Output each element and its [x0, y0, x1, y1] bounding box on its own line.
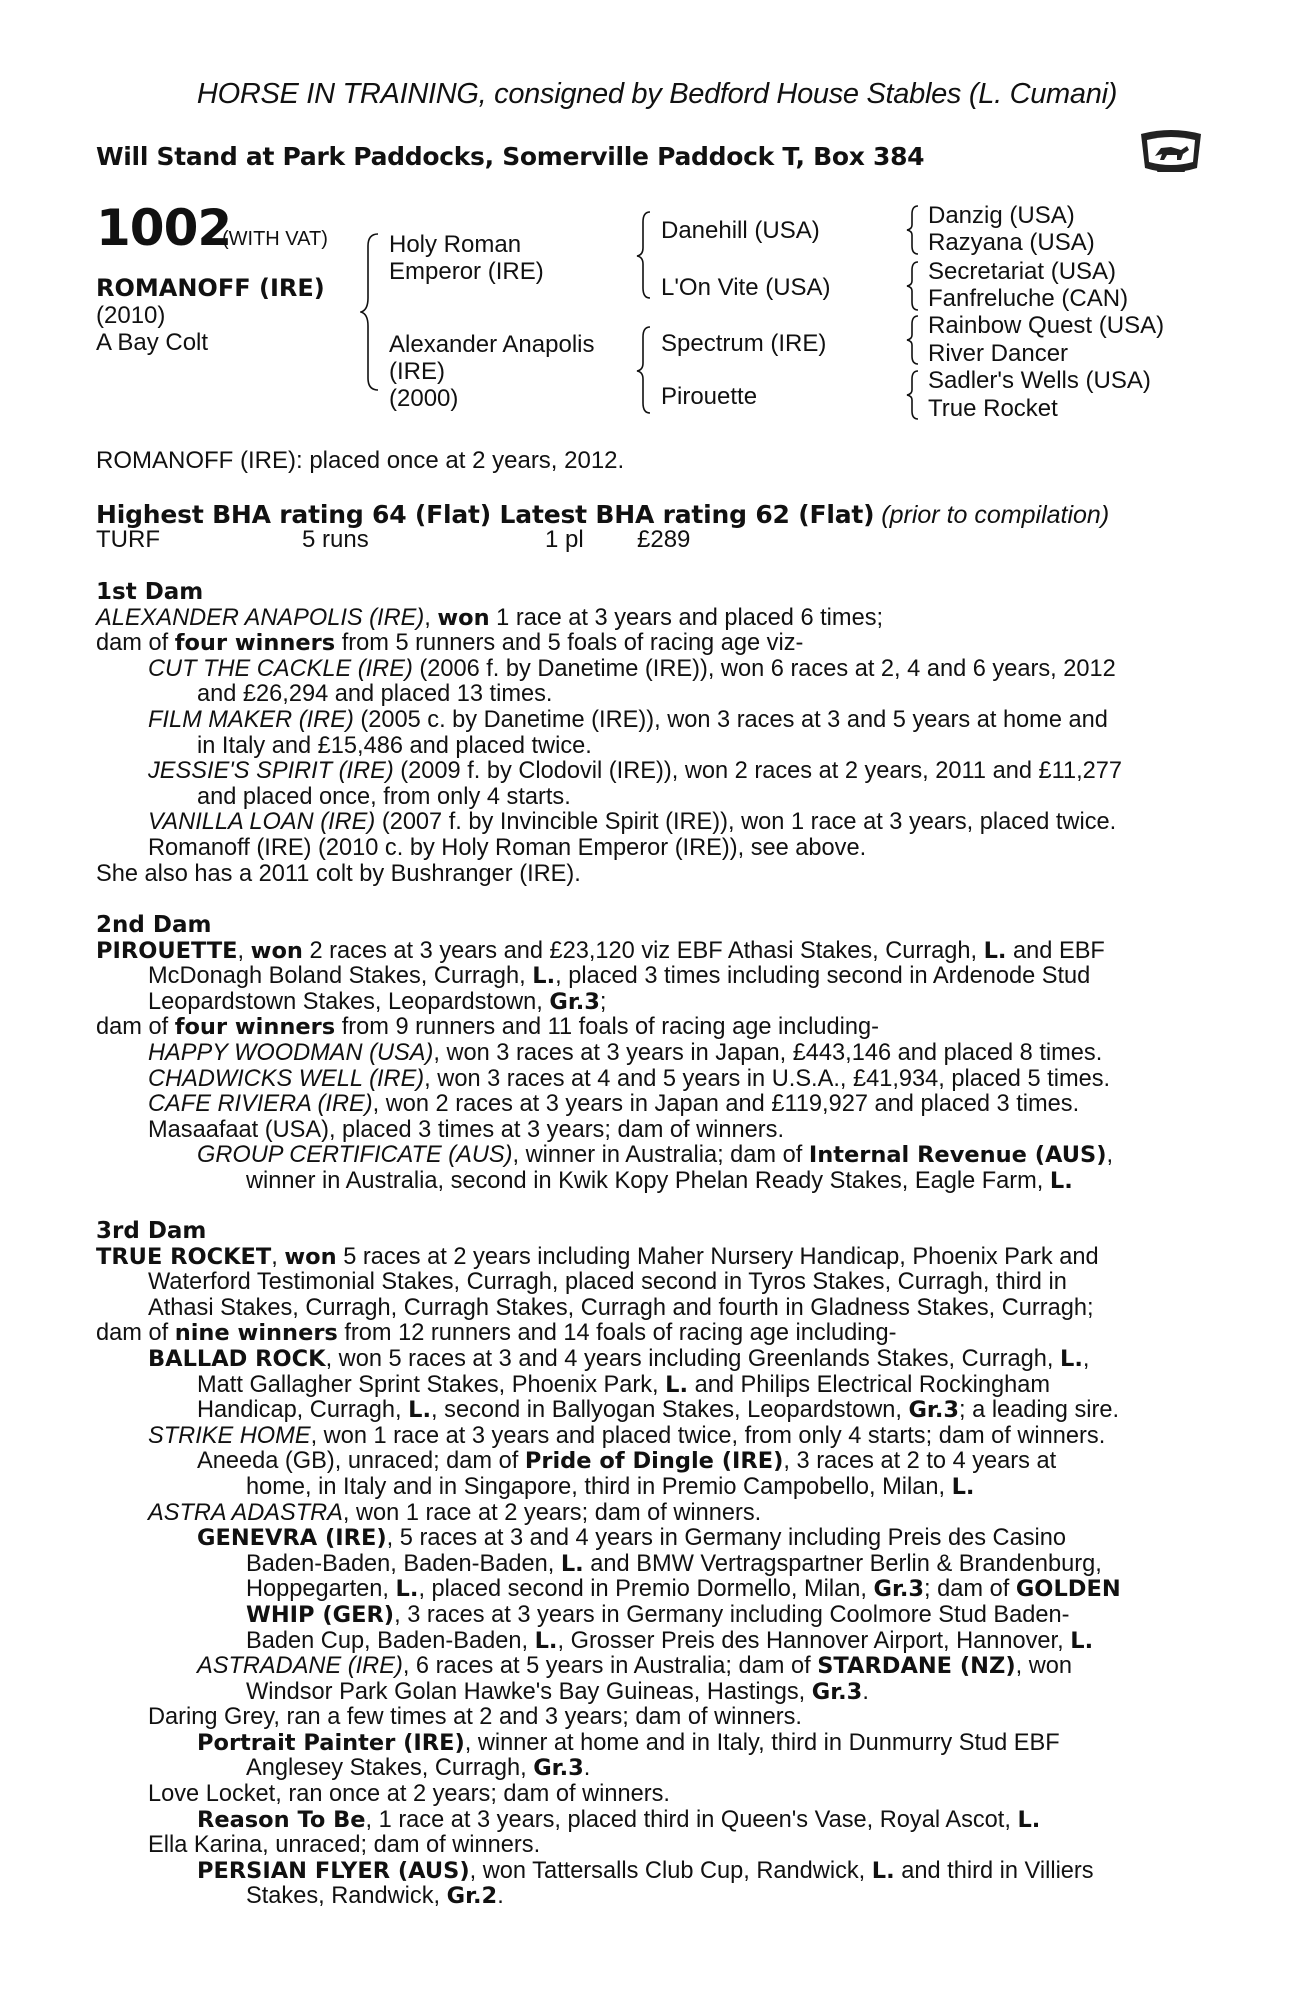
text-run: Gr.3 — [811, 1678, 863, 1705]
text-run: from 5 runners and 5 foals of racing age viz- — [335, 630, 804, 657]
g4-rainbow-quest: Rainbow Quest (USA) — [928, 312, 1165, 339]
g4-fanfreluche: Fanfreluche (CAN) — [928, 285, 1129, 312]
text-line — [96, 1577, 1206, 1603]
text-run: . — [497, 1883, 504, 1910]
text-run: ; dam of — [924, 1576, 1016, 1603]
text-run: and BMW Vertragspartner Berlin & Brandenburg, — [583, 1550, 1102, 1577]
text-run: GENEVRA (IRE) — [197, 1525, 387, 1552]
section-heading: 2nd Dam — [96, 912, 212, 938]
text-line — [96, 1092, 1206, 1118]
text-run: TRUE ROCKET — [96, 1243, 272, 1270]
g4-razyana: Razyana (USA) — [928, 229, 1095, 256]
text-run: L. — [665, 1371, 689, 1398]
text-run: Gr.2 — [446, 1883, 498, 1910]
text-line — [96, 1424, 1206, 1450]
text-line — [96, 1680, 1206, 1706]
text-line — [96, 759, 1206, 785]
text-run: , — [237, 937, 251, 964]
text-run: (2005 c. by Danetime (IRE)), won 3 races at 3 and 5 years at home and — [353, 706, 1108, 733]
text-run: , — [1106, 1142, 1114, 1169]
text-run: Masaafaat (USA), placed 3 times at 3 years; dam of winners. — [148, 1116, 784, 1143]
text-line — [96, 1321, 1206, 1347]
text-line — [96, 1731, 1206, 1757]
text-run: , — [424, 604, 438, 631]
text-line — [96, 1782, 1206, 1808]
text-line — [96, 657, 1206, 683]
text-run: GROUP CERTIFICATE (AUS) — [197, 1142, 513, 1169]
text-run: HAPPY WOODMAN (USA) — [148, 1039, 434, 1066]
text-run: , winner at home and in Italy, third in Dunmurry Stud EBF — [464, 1729, 1060, 1756]
text-run: , 6 races at 5 years in Australia; dam of — [402, 1653, 818, 1680]
sire-dam: L'On Vite (USA) — [661, 274, 831, 301]
text-run: four winners — [174, 1014, 336, 1041]
text-run: BALLAD ROCK — [148, 1345, 326, 1372]
first-dam-section — [96, 580, 1206, 887]
text-line — [96, 1756, 1206, 1782]
text-run: L. — [534, 1627, 558, 1654]
text-run: Anglesey Stakes, Curragh, — [246, 1755, 534, 1782]
text-run: L. — [395, 1576, 419, 1603]
horse-description: A Bay Colt — [96, 329, 209, 356]
text-run: L. — [1070, 1627, 1094, 1654]
text-line — [96, 1270, 1206, 1296]
text-run: PIROUETTE — [96, 937, 238, 964]
text-run: FILM MAKER (IRE) — [148, 706, 354, 733]
text-line — [96, 1245, 1206, 1271]
text-run: Windsor Park Golan Hawke's Bay Guineas, Hastings, — [246, 1678, 812, 1705]
text-line — [96, 964, 1206, 990]
text-line — [96, 1398, 1206, 1424]
text-run: , Grosser Preis des Hannover Airport, Hannover, — [557, 1627, 1071, 1654]
text-line — [96, 1067, 1206, 1093]
dam-name — [389, 331, 594, 412]
text-run: , won 3 races at 4 and 5 years in U.S.A., £41,934, placed 5 times. — [424, 1065, 1111, 1092]
text-run: Aneeda (GB), unraced; dam of — [197, 1448, 525, 1475]
text-line — [96, 1041, 1206, 1067]
dam-line-3: (2000) — [389, 385, 459, 412]
text-run: L. — [951, 1473, 975, 1500]
text-run: winner in Australia, second in Kwik Kopy Phelan Ready Stakes, Eagle Farm, — [246, 1167, 1050, 1194]
text-run: ; — [599, 988, 607, 1015]
text-run: won — [250, 937, 303, 964]
g4-secretariat: Secretariat (USA) — [928, 258, 1117, 285]
text-line — [96, 734, 1206, 760]
text-run: Handicap, Curragh, — [197, 1397, 409, 1424]
g4-danzig: Danzig (USA) — [928, 202, 1075, 229]
text-run: GOLDEN — [1015, 1576, 1121, 1603]
text-run: PERSIAN FLYER (AUS) — [197, 1857, 470, 1884]
dam-dam: Pirouette — [661, 383, 758, 410]
text-run: , 1 race at 3 years, placed third in Queen's Vase, Royal Ascot, — [365, 1806, 1018, 1833]
text-run: WHIP (GER) — [246, 1601, 395, 1628]
rating-note: (prior to compilation) — [881, 501, 1110, 529]
text-run: L. — [871, 1857, 895, 1884]
text-run: , placed 3 times including second in Ardenode Stud — [555, 963, 1091, 990]
pedigree-brace-1 — [360, 232, 380, 392]
text-run: dam of — [96, 1014, 175, 1041]
text-run: Daring Grey, ran a few times at 2 and 3 years; dam of winners. — [148, 1704, 802, 1731]
text-run: Reason To Be — [197, 1806, 366, 1833]
g4-river-dancer: River Dancer — [928, 340, 1069, 367]
stand-location: Will Stand at Park Paddocks, Somerville Paddock T, Box 384 — [96, 142, 925, 171]
text-line — [96, 606, 1206, 632]
text-run: , won 5 races at 3 and 4 years including Greenlands Stakes, Curragh, — [325, 1345, 1060, 1372]
section-heading: 3rd Dam — [96, 1218, 207, 1244]
text-run: 1 race at 3 years and placed 6 times; — [489, 604, 884, 631]
text-line — [96, 1143, 1206, 1169]
foaling-year: (2010) — [96, 302, 166, 329]
sire-line-2: Emperor (IRE) — [389, 258, 544, 285]
text-run: from 9 runners and 11 foals of racing age including- — [335, 1014, 880, 1041]
text-run: dam of — [96, 630, 175, 657]
text-run: (2006 f. by Danetime (IRE)), won 6 races at 2, 4 and 6 years, 2012 — [412, 655, 1116, 682]
dam-line-2: (IRE) — [389, 358, 445, 385]
text-run: , won 1 race at 2 years; dam of winners. — [342, 1499, 762, 1526]
text-run: Stakes, Randwick, — [246, 1883, 447, 1910]
text-run: Hoppegarten, — [246, 1576, 396, 1603]
text-run: , 3 races at 3 years in Germany including Coolmore Stud Baden- — [394, 1601, 1070, 1628]
section-lines — [96, 1245, 1206, 1910]
text-line — [96, 682, 1206, 708]
text-run: CAFE RIVIERA (IRE) — [148, 1091, 373, 1118]
pedigree-brace-2 — [636, 210, 652, 300]
dam-line-1: Alexander Anapolis — [389, 331, 595, 358]
text-run: , won 1 race at 3 years and placed twice, from only 4 starts; dam of winners. — [310, 1422, 1106, 1449]
text-run: , placed second in Premio Dormello, Milan, — [418, 1576, 874, 1603]
text-run: Ella Karina, unraced; dam of winners. — [148, 1832, 541, 1859]
text-line — [96, 836, 1206, 862]
text-run: Gr.3 — [549, 988, 600, 1015]
text-line — [96, 1526, 1206, 1552]
text-run: 5 races at 2 years including Maher Nursery Handicap, Phoenix Park and — [336, 1243, 1099, 1270]
text-line — [96, 708, 1206, 734]
text-run: in Italy and £15,486 and placed twice. — [197, 732, 592, 759]
text-run: McDonagh Boland Stakes, Curragh, — [148, 963, 533, 990]
text-run: L. — [532, 963, 556, 990]
text-run: won — [284, 1243, 337, 1270]
text-run: Gr.3 — [908, 1397, 960, 1424]
text-line — [96, 1884, 1206, 1910]
text-line — [96, 1373, 1206, 1399]
text-run: L. — [1049, 1167, 1073, 1194]
text-run: four winners — [174, 630, 336, 657]
text-line — [96, 810, 1206, 836]
text-line — [96, 785, 1206, 811]
section-lines — [96, 939, 1206, 1195]
text-run: nine winners — [174, 1320, 338, 1347]
text-line — [96, 631, 1206, 657]
text-run: , won Tattersalls Club Cup, Randwick, — [469, 1857, 872, 1884]
text-run: , 3 races at 2 to 4 years at — [783, 1448, 1057, 1475]
text-run: CHADWICKS WELL (IRE) — [148, 1065, 425, 1092]
rating-text: Highest BHA rating 64 (Flat) Latest BHA rating 62 (Flat) — [96, 500, 875, 529]
text-run: Athasi Stakes, Curragh, Curragh Stakes, Curragh and fourth in Gladness Stakes, Curragh; — [148, 1294, 1094, 1321]
text-line — [96, 1654, 1206, 1680]
text-run: ASTRA ADASTRA — [148, 1499, 343, 1526]
text-line — [96, 1015, 1206, 1041]
text-line — [96, 862, 1206, 888]
text-line — [96, 1833, 1206, 1859]
text-run: , second in Ballyogan Stakes, Leopardstown, — [431, 1397, 909, 1424]
text-line — [96, 1475, 1206, 1501]
text-run: L. — [1060, 1345, 1083, 1372]
text-run: ; a leading sire. — [959, 1397, 1120, 1424]
text-run: won — [437, 604, 490, 631]
text-line — [96, 1296, 1206, 1322]
text-run: from 12 runners and 14 foals of racing age including- — [337, 1320, 897, 1347]
text-run: , — [1082, 1345, 1090, 1372]
stats-surface: TURF — [96, 526, 160, 553]
text-run: Leopardstown Stakes, Leopardstown, — [148, 988, 550, 1015]
text-line — [96, 1705, 1206, 1731]
text-run: ALEXANDER ANAPOLIS (IRE) — [96, 604, 425, 631]
section-lines — [96, 606, 1206, 888]
text-line — [96, 1501, 1206, 1527]
text-run: L. — [408, 1397, 432, 1424]
pedigree-brace-6 — [906, 314, 920, 366]
third-dam-section — [96, 1219, 1206, 1910]
text-line — [96, 990, 1206, 1016]
text-run: (2009 f. by Clodovil (IRE)), won 2 races at 2 years, 2011 and £11,277 — [393, 758, 1123, 785]
text-run: dam of — [96, 1320, 175, 1347]
text-line — [96, 1808, 1206, 1834]
text-line — [96, 1603, 1206, 1629]
text-run: STRIKE HOME — [148, 1422, 311, 1449]
pedigree-brace-3 — [636, 325, 652, 415]
g4-true-rocket: True Rocket — [928, 395, 1058, 422]
text-run: Love Locket, ran once at 2 years; dam of winners. — [148, 1781, 670, 1808]
vat-note: (WITH VAT) — [222, 228, 328, 250]
text-run: . — [583, 1755, 591, 1782]
text-line — [96, 1449, 1206, 1475]
second-dam-section — [96, 913, 1206, 1195]
text-run: and EBF — [1006, 937, 1105, 964]
text-run: Matt Gallagher Sprint Stakes, Phoenix Park, — [197, 1371, 666, 1398]
text-run: , won 2 races at 3 years in Japan and £119,927 and placed 3 times. — [372, 1091, 1080, 1118]
text-run: and placed once, from only 4 starts. — [197, 783, 571, 810]
text-run: Pride of Dingle (IRE) — [524, 1448, 784, 1475]
text-line — [96, 1347, 1206, 1373]
text-run: Baden Cup, Baden-Baden, — [246, 1627, 535, 1654]
pedigree-brace-4 — [906, 204, 920, 256]
text-run: , 5 races at 3 and 4 years in Germany including Preis des Casino — [386, 1525, 1066, 1552]
stats-runs: 5 runs — [302, 526, 369, 553]
text-run: L. — [1017, 1806, 1041, 1833]
text-run: home, in Italy and in Singapore, third in Premio Campobello, Milan, — [246, 1473, 952, 1500]
text-run: ASTRADANE (IRE) — [197, 1653, 403, 1680]
text-run: She also has a 2011 colt by Bushranger (IRE). — [96, 860, 581, 887]
text-line — [96, 1629, 1206, 1655]
section-heading: 1st Dam — [96, 579, 204, 605]
text-run: , won 3 races at 3 years in Japan, £443,146 and placed 8 times. — [433, 1039, 1103, 1066]
consignor-title: HORSE IN TRAINING, consigned by Bedford House Stables (L. Cumani) — [196, 78, 1118, 110]
text-run: . — [862, 1678, 869, 1705]
text-run: (2007 f. by Invincible Spirit (IRE)), won 1 race at 3 years, placed twice. — [375, 809, 1117, 836]
sire-name — [389, 231, 544, 285]
horse-name: ROMANOFF (IRE) — [96, 274, 325, 302]
sire-line-1: Holy Roman — [389, 231, 522, 258]
text-run: L. — [983, 937, 1007, 964]
text-run: 2 races at 3 years and £23,120 viz EBF Athasi Stakes, Curragh, — [302, 937, 984, 964]
text-line — [96, 1118, 1206, 1144]
text-run: Waterford Testimonial Stakes, Curragh, placed second in Tyros Stakes, Curragh, third in — [148, 1269, 1067, 1296]
race-stats — [96, 526, 796, 554]
text-line — [96, 1169, 1206, 1195]
stats-earnings: £289 — [637, 526, 691, 553]
sire-sire: Danehill (USA) — [661, 217, 820, 244]
text-line — [96, 939, 1206, 965]
stats-placed: 1 pl — [545, 526, 584, 553]
text-run: L. — [560, 1550, 584, 1577]
text-run: Gr.3 — [873, 1576, 925, 1603]
text-run: Gr.3 — [533, 1755, 584, 1782]
text-run: , won — [1015, 1653, 1073, 1680]
text-line — [96, 1859, 1206, 1885]
text-run: Portrait Painter (IRE) — [197, 1729, 465, 1756]
race-summary: ROMANOFF (IRE): placed once at 2 years, 2012. — [96, 447, 625, 474]
text-run: and third in Villiers — [894, 1857, 1094, 1884]
text-run: Baden-Baden, Baden-Baden, — [246, 1550, 561, 1577]
text-run: Internal Revenue (AUS) — [808, 1142, 1107, 1169]
text-run: and £26,294 and placed 13 times. — [197, 681, 553, 708]
text-run: CUT THE CACKLE (IRE) — [148, 655, 413, 682]
text-run: STARDANE (NZ) — [817, 1653, 1016, 1680]
text-run: , winner in Australia; dam of — [512, 1142, 809, 1169]
pedigree-brace-5 — [906, 260, 920, 312]
dam-sire: Spectrum (IRE) — [661, 330, 827, 357]
racing-post-bonus-logo — [1137, 128, 1205, 176]
text-run: VANILLA LOAN (IRE) — [148, 809, 376, 836]
text-run: and Philips Electrical Rockingham — [688, 1371, 1050, 1398]
lot-number: 1002 — [96, 199, 232, 257]
g4-sadlers-wells: Sadler's Wells (USA) — [928, 367, 1151, 394]
text-run: Romanoff (IRE) (2010 c. by Holy Roman Emperor (IRE)), see above. — [148, 834, 867, 861]
pedigree-brace-7 — [906, 369, 920, 421]
text-run: , — [271, 1243, 285, 1270]
text-run: JESSIE'S SPIRIT (IRE) — [148, 758, 394, 785]
text-line — [96, 1552, 1206, 1578]
